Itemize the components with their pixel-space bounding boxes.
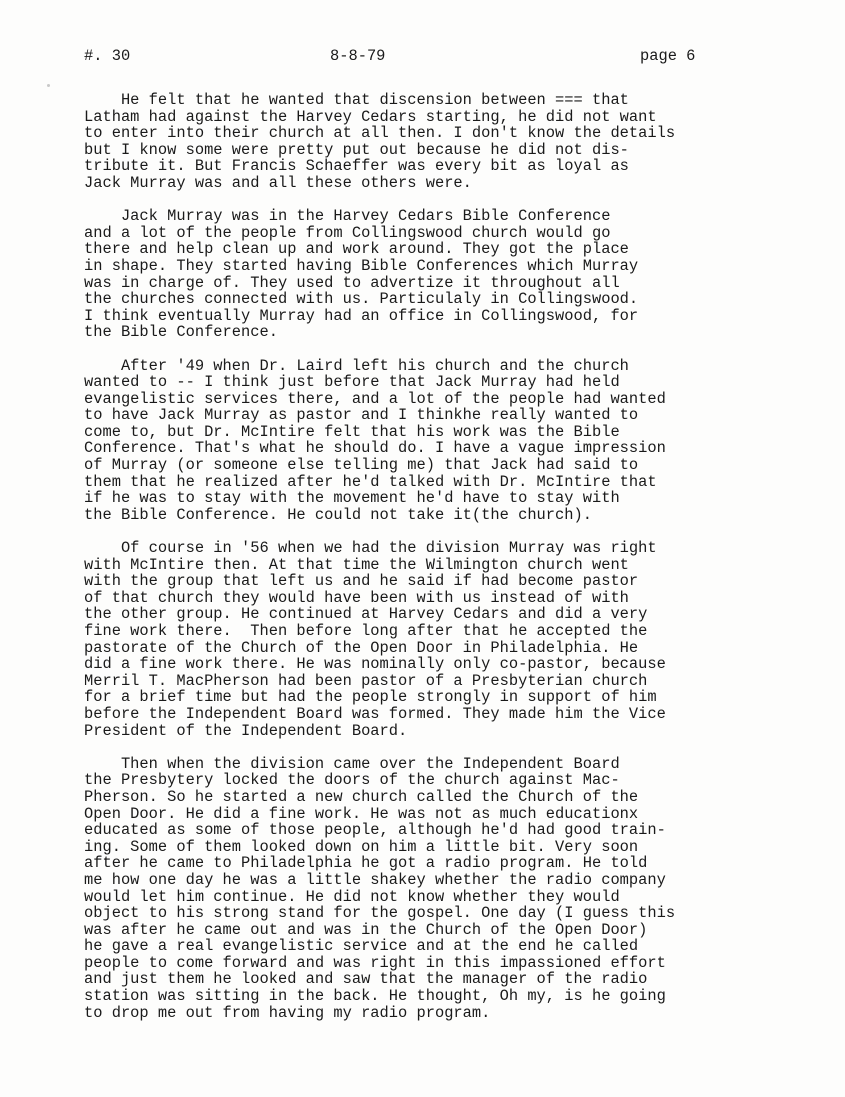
- text-line: there and help clean up and work around. They got the place: [84, 240, 629, 259]
- text-line: station was sitting in the back. He thought, Oh my, is he going: [84, 987, 666, 1006]
- text-line: Jack Murray was and all these others were.: [84, 173, 472, 192]
- text-line: in shape. They started having Bible Conferences which Murray: [84, 256, 639, 275]
- text-line: the Bible Conference.: [84, 323, 278, 342]
- text-line: would let him continue. He did not know whether they would: [84, 887, 620, 906]
- paragraph: [84, 540, 764, 739]
- text-line: tribute it. But Francis Schaeffer was every bit as loyal as: [84, 157, 629, 176]
- text-line: Conference. That's what he should do. I have a vague impression: [84, 439, 666, 458]
- document-number: #. 30: [84, 47, 131, 65]
- text-line: did a fine work there. He was nominally only co-pastor, because: [84, 655, 666, 674]
- text-line: the Presbytery locked the doors of the church against Mac-: [84, 771, 620, 790]
- text-line: Open Door. He did a fine work. He was not as much educationx: [84, 804, 639, 823]
- text-line: the Bible Conference. He could not take it(the church).: [84, 505, 592, 524]
- text-line: object to his strong stand for the gospel. One day (I guess this: [84, 904, 676, 923]
- document-date: 8-8-79: [330, 47, 386, 65]
- text-line: them that he realized after he'd talked with Dr. McIntire that: [84, 472, 657, 491]
- text-line: after he came to Philadelphia he got a radio program. He told: [84, 854, 648, 873]
- paragraph: [84, 208, 764, 341]
- text-line: me how one day he was a little shakey whether the radio company: [84, 870, 666, 889]
- text-line: before the Independent Board was formed. They made him the Vice: [84, 704, 666, 723]
- text-line: President of the Independent Board.: [84, 721, 408, 740]
- text-line: Latham had against the Harvey Cedars starting, he did not want: [84, 107, 657, 126]
- text-line: he gave a real evangelistic service and at the end he called: [84, 937, 639, 956]
- text-line: the other group. He continued at Harvey Cedars and did a very: [84, 605, 648, 624]
- text-line: educated as some of those people, although he'd had good train-: [84, 821, 666, 840]
- text-line: He felt that he wanted that discension between === that: [84, 91, 629, 109]
- text-line: of Murray (or someone else telling me) that Jack had said to: [84, 456, 639, 475]
- text-line: was after he came out and was in the Church of the Open Door): [84, 920, 648, 939]
- stray-ink-mark: [47, 84, 50, 87]
- text-line: wanted to -- I think just before that Jack Murray had held: [84, 373, 620, 392]
- text-line: pastorate of the Church of the Open Door in Philadelphia. He: [84, 638, 639, 657]
- text-line: people to come forward and was right in this impassioned effort: [84, 953, 666, 972]
- paragraph: [84, 92, 764, 192]
- text-line: of that church they would have been with us instead of with: [84, 588, 629, 607]
- text-line: to drop me out from having my radio program.: [84, 1003, 491, 1022]
- text-line: to enter into their church at all then. I don't know the details: [84, 124, 676, 143]
- text-line: fine work there. Then before long after that he accepted the: [84, 622, 648, 640]
- text-line: to have Jack Murray as pastor and I thinkhe really wanted to: [84, 406, 639, 425]
- text-line: and just them he looked and saw that the manager of the radio: [84, 970, 648, 989]
- text-line: but I know some were pretty put out because he did not dis-: [84, 140, 629, 159]
- text-line: come to, but Dr. McIntire felt that his work was the Bible: [84, 422, 620, 441]
- text-line: the churches connected with us. Particulaly in Collingswood.: [84, 290, 639, 309]
- text-line: ing. Some of them looked down on him a little bit. Very soon: [84, 837, 639, 856]
- text-line: Pherson. So he started a new church called the Church of the: [84, 787, 639, 806]
- text-line: was in charge of. They used to advertize it throughout all: [84, 273, 620, 292]
- text-line: for a brief time but had the people strongly in support of him: [84, 688, 657, 707]
- text-line: evangelistic services there, and a lot of the people had wanted: [84, 389, 666, 408]
- text-line: and a lot of the people from Collingswood church would go: [84, 223, 611, 242]
- text-line: with the group that left us and he said if had become pastor: [84, 572, 639, 591]
- paragraph: [84, 756, 764, 1022]
- page-header: [84, 48, 704, 68]
- text-line: with McIntire then. At that time the Wilmington church went: [84, 555, 629, 574]
- text-line: Jack Murray was in the Harvey Cedars Bible Conference: [84, 207, 611, 226]
- text-line: Merril T. MacPherson had been pastor of a Presbyterian church: [84, 671, 648, 690]
- text-line: Of course in '56 when we had the division Murray was right: [84, 539, 657, 558]
- text-line: After '49 when Dr. Laird left his church and the church: [84, 356, 629, 375]
- text-line: if he was to stay with the movement he'd have to stay with: [84, 489, 620, 508]
- transcript-body: [84, 92, 764, 1038]
- paragraph: [84, 358, 764, 524]
- text-line: I think eventually Murray had an office in Collingswood, for: [84, 306, 639, 325]
- text-line: Then when the division came over the Independent Board: [84, 754, 620, 773]
- page-number: page 6: [640, 47, 696, 65]
